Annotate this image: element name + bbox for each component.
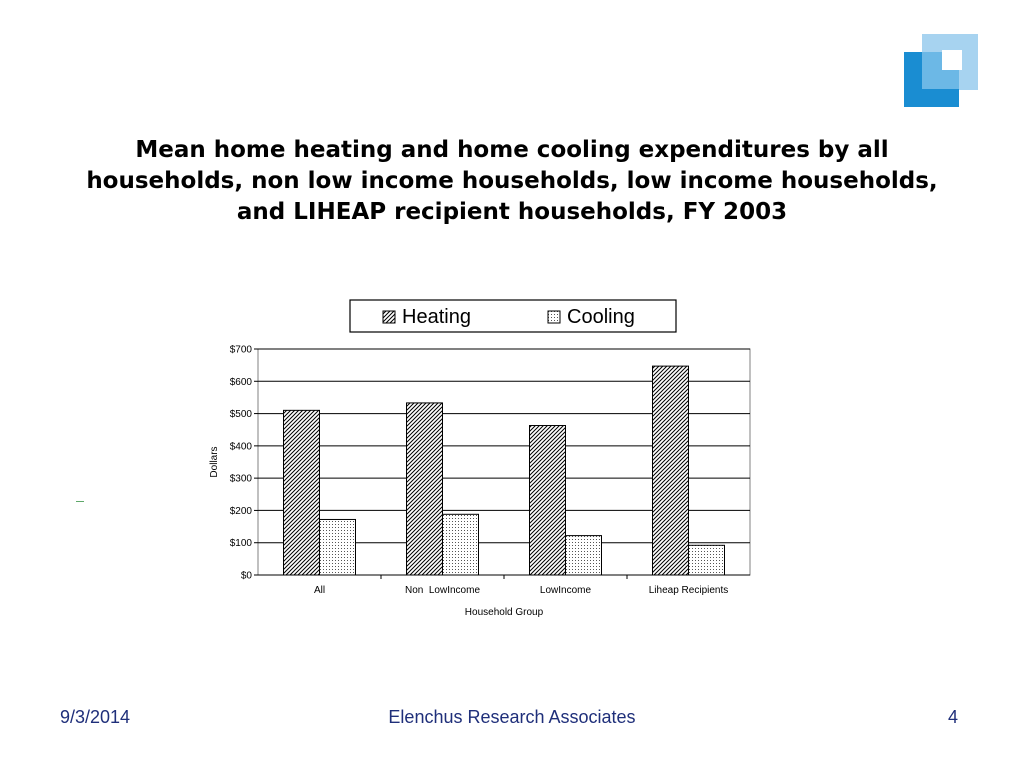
x-tick-label: All <box>313 585 326 596</box>
x-tick-label: Non LowIncome <box>404 585 481 596</box>
legend-label-cooling: Cooling <box>567 306 635 328</box>
page-number: 4 <box>947 707 958 727</box>
slide-title: Mean home heating and home cooling expenditures by all households, non low income households, low income households, and LIHEAP recipient households, FY 2003 <box>86 137 938 225</box>
y-tick-label: $100 <box>229 538 252 550</box>
bar-heating <box>530 426 566 575</box>
bar-chart <box>190 295 770 625</box>
company-logo <box>904 34 978 108</box>
bar-heating <box>653 366 689 575</box>
bar-heating <box>284 410 320 575</box>
bar-heating <box>407 403 443 575</box>
bullet-marker <box>76 501 84 502</box>
legend-label-heating: Heating <box>402 306 471 328</box>
x-axis-labels <box>314 575 728 596</box>
y-axis-ticks <box>230 345 258 582</box>
bar-cooling <box>566 536 602 575</box>
y-axis-title: Dollars <box>209 446 220 478</box>
footer-organization: Elenchus Research Associates <box>388 707 636 727</box>
chart-legend <box>350 300 676 332</box>
y-tick-label: $700 <box>229 344 252 356</box>
y-tick-label: $400 <box>229 441 252 453</box>
bar-cooling <box>320 519 356 575</box>
y-tick-label: $600 <box>229 376 252 388</box>
legend-swatch-heating <box>383 311 395 323</box>
legend-swatch-cooling <box>548 311 560 323</box>
x-axis-title: Household Group <box>464 607 544 618</box>
y-tick-label: $0 <box>240 570 252 582</box>
footer-date: 9/3/2014 <box>60 707 131 727</box>
y-tick-label: $200 <box>229 505 252 517</box>
y-tick-label: $500 <box>229 409 252 421</box>
bar-cooling <box>443 514 479 575</box>
bar-cooling <box>689 545 725 575</box>
x-tick-label: LowIncome <box>539 585 592 596</box>
y-tick-label: $300 <box>229 473 252 485</box>
x-tick-label: Liheap Recipients <box>648 585 729 596</box>
